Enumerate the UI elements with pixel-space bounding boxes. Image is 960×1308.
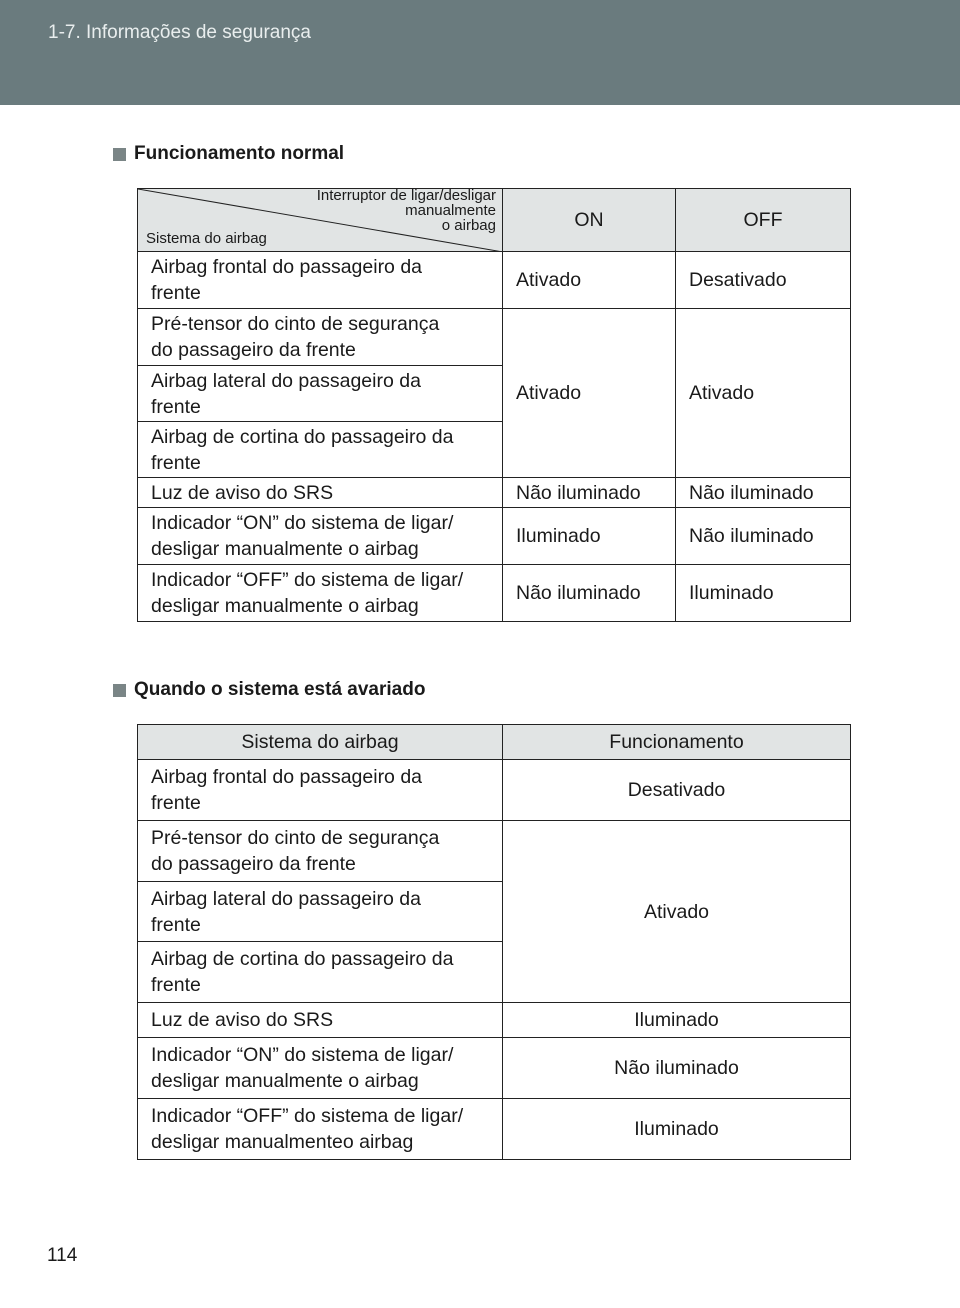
page-header (0, 0, 960, 105)
row-label: Indicador “ON” do sistema de ligar/ desligar manualmente o airbag (138, 1038, 503, 1099)
merged-cell-function: Ativado (503, 821, 851, 1003)
table-row (138, 760, 851, 821)
cell-off: Iluminado (676, 565, 851, 622)
cell-function: Iluminado (503, 1003, 851, 1038)
normal-operation-table (137, 188, 851, 622)
row-label: Indicador “OFF” do sistema de ligar/ desligar manualmenteo airbag (138, 1099, 503, 1160)
table-row (138, 252, 851, 309)
cell-off: Não iluminado (676, 478, 851, 508)
square-bullet-icon (113, 148, 126, 161)
table-row (138, 478, 851, 508)
row-label: Airbag frontal do passageiro da frente (138, 760, 503, 821)
section-heading-normal (113, 143, 344, 165)
cell-off: Desativado (676, 252, 851, 309)
switch-header-label: Interruptor de ligar/desligar manualmente o airbag (316, 187, 496, 234)
diagonal-header-cell (138, 189, 503, 252)
merged-cell-off: Ativado (676, 309, 851, 478)
column-header-off: OFF (676, 189, 851, 252)
row-label: Pré-tensor do cinto de segurança do passageiro da frente (138, 821, 503, 882)
table-row (138, 1003, 851, 1038)
cell-function: Desativado (503, 760, 851, 821)
malfunction-table (137, 724, 851, 1160)
section-heading-malfunction (113, 679, 425, 701)
cell-on: Não iluminado (503, 478, 676, 508)
row-label: Luz de aviso do SRS (138, 478, 503, 508)
section-heading-text: Quando o sistema está avariado (134, 679, 426, 700)
cell-on: Não iluminado (503, 565, 676, 622)
table-row (138, 1099, 851, 1160)
square-bullet-icon (113, 684, 126, 697)
cell-function: Iluminado (503, 1099, 851, 1160)
system-header-label: Sistema do airbag (146, 230, 267, 247)
row-label: Airbag de cortina do passageiro da frente (138, 942, 503, 1003)
column-header-on: ON (503, 189, 676, 252)
row-label: Indicador “ON” do sistema de ligar/ desligar manualmente o airbag (138, 508, 503, 565)
row-label: Luz de aviso do SRS (138, 1003, 503, 1038)
section-heading-text: Funcionamento normal (134, 143, 345, 164)
row-label: Airbag lateral do passageiro da frente (138, 366, 503, 422)
row-label: Indicador “OFF” do sistema de ligar/ desligar manualmente o airbag (138, 565, 503, 622)
chapter-title: 1-7. Informações de segurança (48, 22, 311, 43)
table-row (138, 1038, 851, 1099)
merged-cell-on: Ativado (503, 309, 676, 478)
row-label: Airbag lateral do passageiro da frente (138, 882, 503, 942)
table-row (138, 565, 851, 622)
cell-on: Ativado (503, 252, 676, 309)
table-row (138, 309, 851, 366)
page-number: 114 (47, 1245, 78, 1266)
row-label: Airbag frontal do passageiro da frente (138, 252, 503, 309)
table-row (138, 821, 851, 882)
row-label: Airbag de cortina do passageiro da frente (138, 422, 503, 478)
column-header-system: Sistema do airbag (138, 725, 503, 760)
column-header-function: Funcionamento (503, 725, 851, 760)
cell-on: Iluminado (503, 508, 676, 565)
cell-off: Não iluminado (676, 508, 851, 565)
cell-function: Não iluminado (503, 1038, 851, 1099)
row-label: Pré-tensor do cinto de segurança do passageiro da frente (138, 309, 503, 366)
table-row (138, 508, 851, 565)
